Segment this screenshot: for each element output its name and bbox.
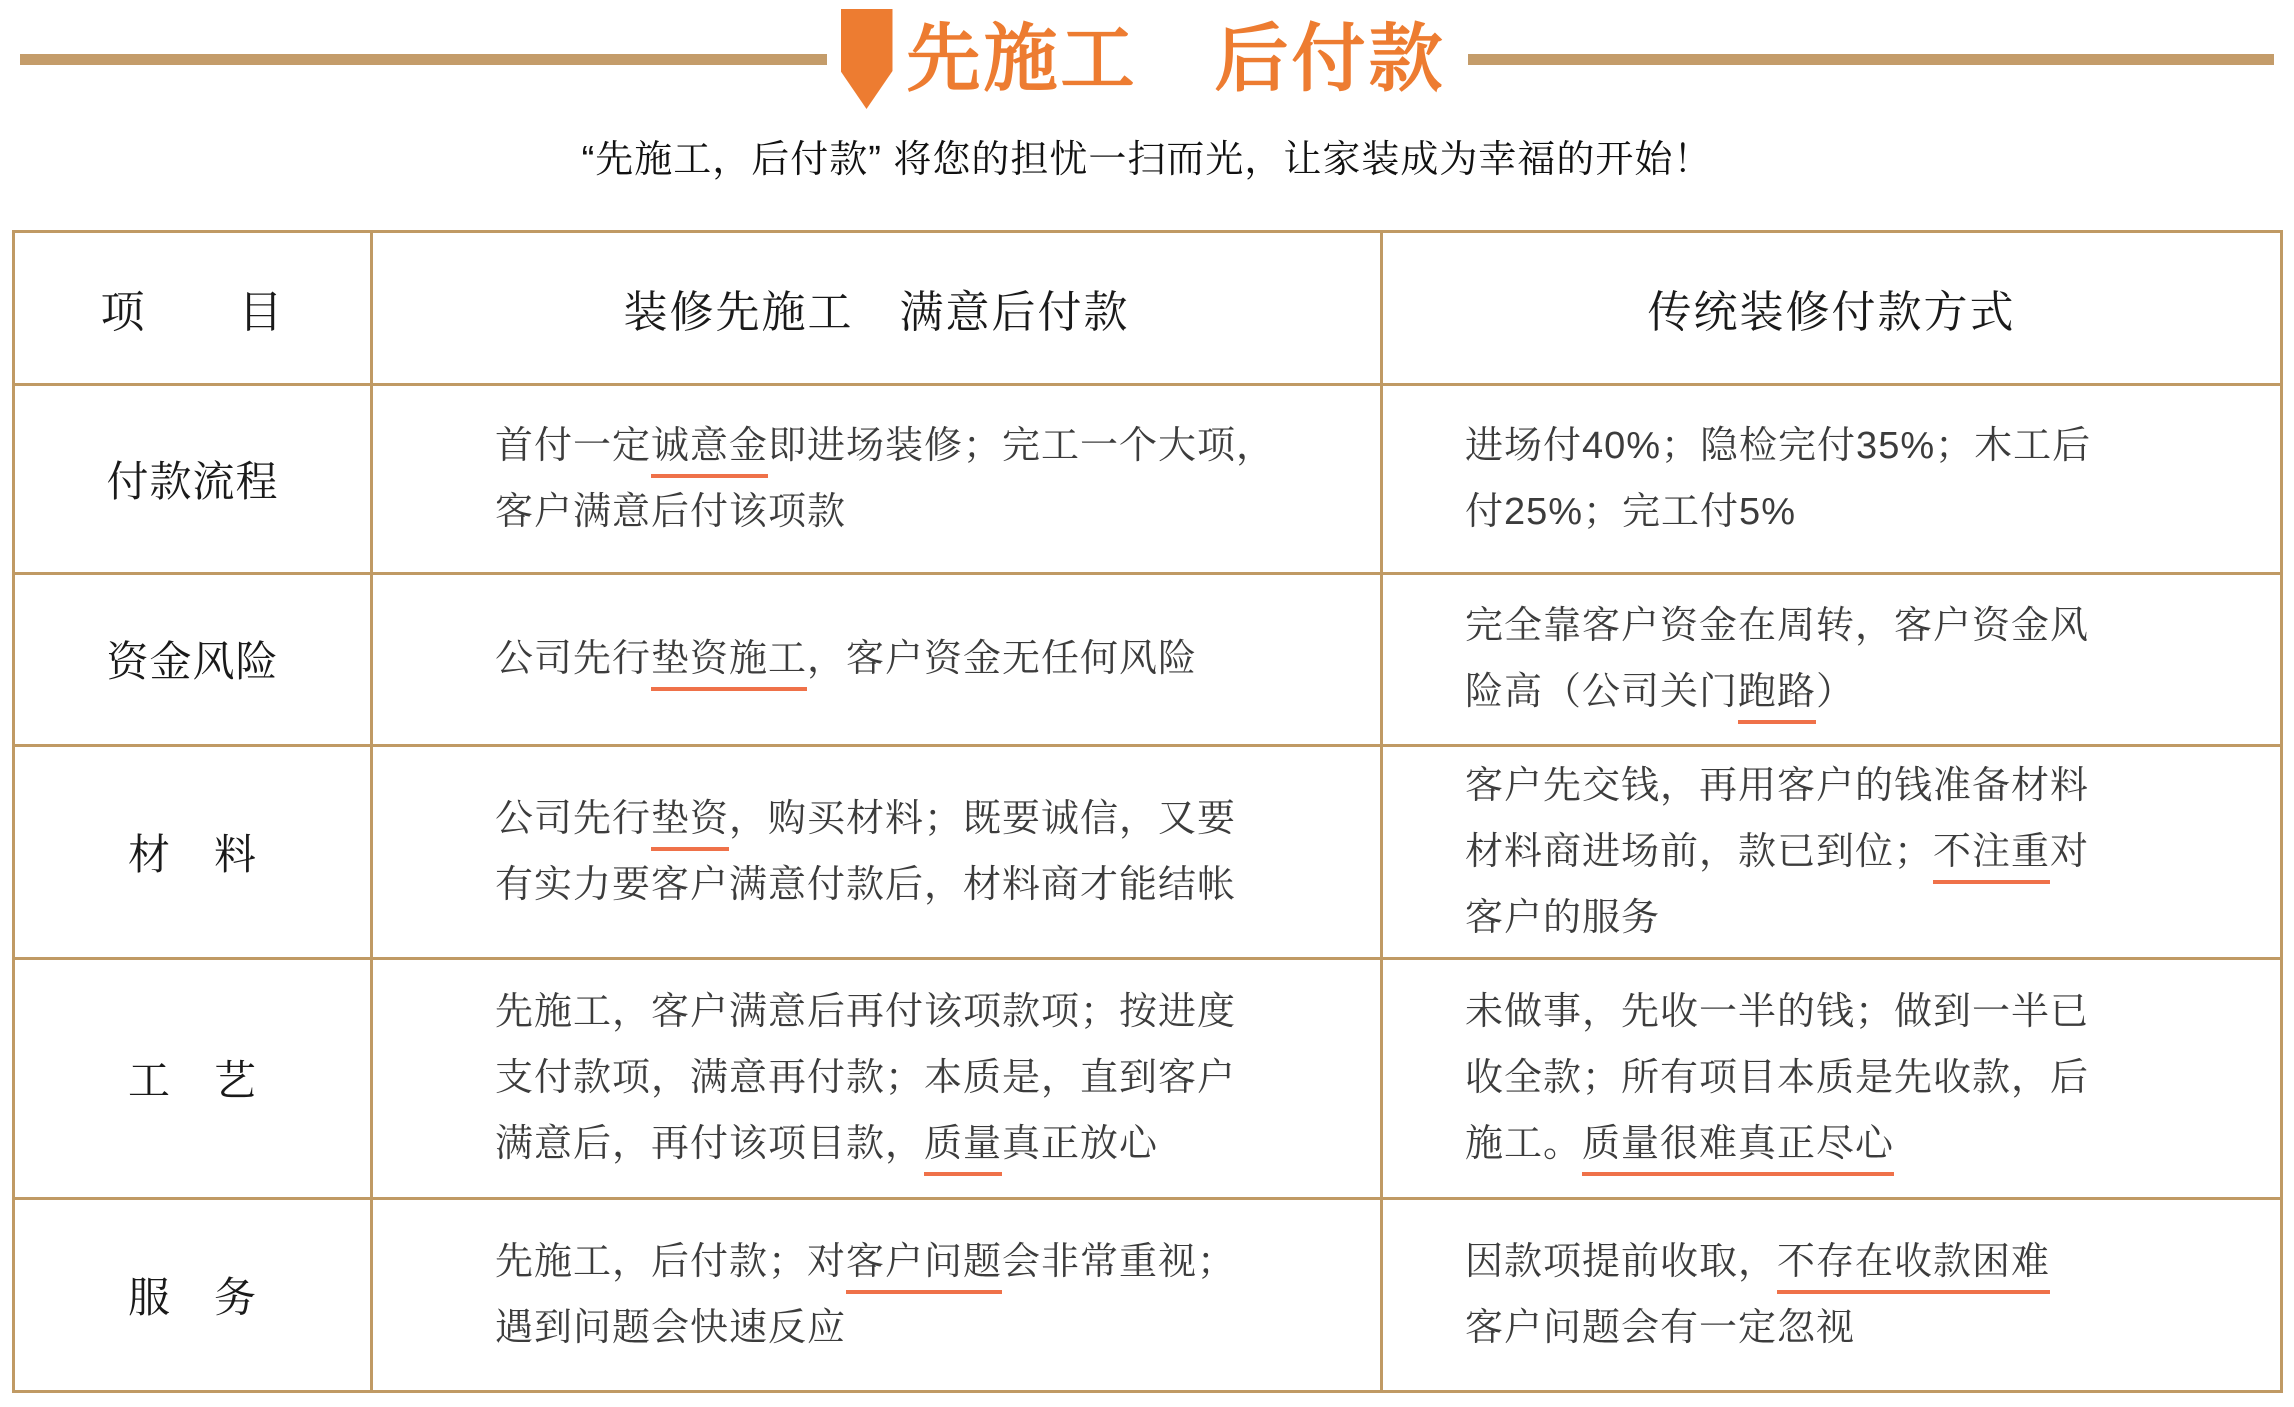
text-segment: 有实力要客户满意付款后，材料商才能结帐: [495, 863, 1237, 906]
text-line: [495, 786, 1320, 852]
cell-traditional: [1382, 1198, 2282, 1391]
underlined-phrase: 垫资施工: [651, 638, 807, 691]
col-header-traditional: 传统装修付款方式: [1382, 231, 2282, 384]
text-line: [1465, 753, 2220, 819]
text-line: [1465, 659, 2220, 725]
text-line: [1465, 979, 2220, 1045]
text-segment: ，购买材料；既要诚信，又要: [729, 797, 1237, 840]
text-line: [1465, 819, 2220, 885]
text-segment: 支付款项，满意再付款；本质是，直到客户: [495, 1057, 1237, 1100]
row-label: 服 务: [14, 1198, 372, 1391]
text-line: [1465, 413, 2220, 479]
row-label: 工 艺: [14, 958, 372, 1198]
text-segment: 因款项提前收取，: [1465, 1240, 1778, 1283]
underlined-phrase: 跑路: [1738, 671, 1816, 724]
cell-ours: [372, 745, 1382, 958]
text-segment: 客户问题会有一定忽视: [1465, 1306, 1856, 1349]
header-row: [14, 231, 2282, 384]
text-line: [495, 852, 1320, 918]
text-line: [1465, 1111, 2220, 1177]
bookmark-icon: [841, 9, 893, 109]
comparison-table: [12, 230, 2283, 1393]
table-row: [14, 958, 2282, 1198]
underlined-phrase: 诚意金: [651, 425, 768, 478]
text-line: [1465, 1295, 2220, 1361]
title-left-rule: [20, 54, 827, 65]
text-segment: 满意后，再付该项目款，: [495, 1123, 925, 1166]
underlined-phrase: 不存在收款困难: [1777, 1241, 2050, 1294]
text-line: [495, 626, 1320, 692]
cell-traditional: [1382, 384, 2282, 573]
underlined-phrase: 不注重: [1933, 831, 2050, 884]
text-segment: ，客户资金无任何风险: [807, 638, 1198, 681]
text-segment: 险高（公司关门: [1465, 671, 1739, 714]
text-line: [495, 479, 1320, 545]
subtitle: “先施工，后付款” 将您的担忧一扫而光，让家装成为幸福的开始！: [581, 139, 1713, 181]
text-segment: 客户满意后付该项款: [495, 490, 847, 533]
text-line: [495, 1229, 1320, 1295]
text-line: [495, 1045, 1320, 1111]
text-segment: 会非常重视；: [1002, 1240, 1237, 1283]
text-segment: 首付一定: [495, 424, 652, 467]
text-line: [1465, 885, 2220, 951]
underlined-phrase: 垫资: [651, 798, 729, 851]
underlined-phrase: 质量: [924, 1123, 1002, 1176]
text-line: [495, 979, 1320, 1045]
text-segment: ）: [1816, 671, 1856, 714]
row-label: 资金风险: [14, 573, 372, 745]
underlined-phrase: 质量很难真正尽心: [1582, 1123, 1894, 1176]
text-segment: 公司先行: [495, 797, 652, 840]
text-segment: 客户先交钱，再用客户的钱准备材料: [1465, 764, 2090, 807]
text-line: [495, 413, 1320, 479]
text-segment: 付25%；完工付5%: [1465, 490, 1796, 533]
text-segment: 未做事，先收一半的钱；做到一半已: [1465, 991, 2090, 1034]
text-segment: 客户的服务: [1465, 896, 1661, 939]
cell-ours: [372, 573, 1382, 745]
cell-traditional: [1382, 958, 2282, 1198]
col-header-item: 项 目: [14, 231, 372, 384]
col-header-ours: 装修先施工 满意后付款: [372, 231, 1382, 384]
text-line: [495, 1295, 1320, 1361]
text-line: [1465, 479, 2220, 545]
cell-ours: [372, 1198, 1382, 1391]
text-line: [1465, 593, 2220, 659]
cell-traditional: [1382, 745, 2282, 958]
text-segment: 对: [2050, 830, 2090, 873]
page-header: [0, 0, 2294, 118]
cell-ours: [372, 958, 1382, 1198]
text-segment: 收全款；所有项目本质是先收款，后: [1465, 1057, 2090, 1100]
text-segment: 完全靠客户资金在周转，客户资金风: [1465, 605, 2090, 648]
table-row: [14, 384, 2282, 573]
text-line: [495, 1111, 1320, 1177]
text-segment: 材料商进场前，款已到位；: [1465, 830, 1934, 873]
text-segment: 进场付40%；隐检完付35%；木工后: [1465, 424, 2092, 467]
row-label: 材 料: [14, 745, 372, 958]
text-segment: 即进场装修；完工一个大项，: [768, 424, 1276, 467]
text-segment: 先施工，后付款；对: [495, 1240, 847, 1283]
page-title: 先施工 后付款: [906, 17, 1446, 100]
underlined-phrase: 客户问题: [846, 1241, 1002, 1294]
text-segment: 先施工，客户满意后再付该项款项；按进度: [495, 991, 1237, 1034]
text-segment: 公司先行: [495, 638, 652, 681]
text-line: [1465, 1229, 2220, 1295]
table-row: [14, 745, 2282, 958]
text-line: [1465, 1045, 2220, 1111]
table-row: [14, 1198, 2282, 1391]
cell-traditional: [1382, 573, 2282, 745]
row-label: 付款流程: [14, 384, 372, 573]
text-segment: 施工。: [1465, 1123, 1583, 1166]
text-segment: 遇到问题会快速反应: [495, 1306, 847, 1349]
text-segment: 真正放心: [1002, 1123, 1159, 1166]
table-row: [14, 573, 2282, 745]
title-right-rule: [1468, 54, 2275, 65]
cell-ours: [372, 384, 1382, 573]
